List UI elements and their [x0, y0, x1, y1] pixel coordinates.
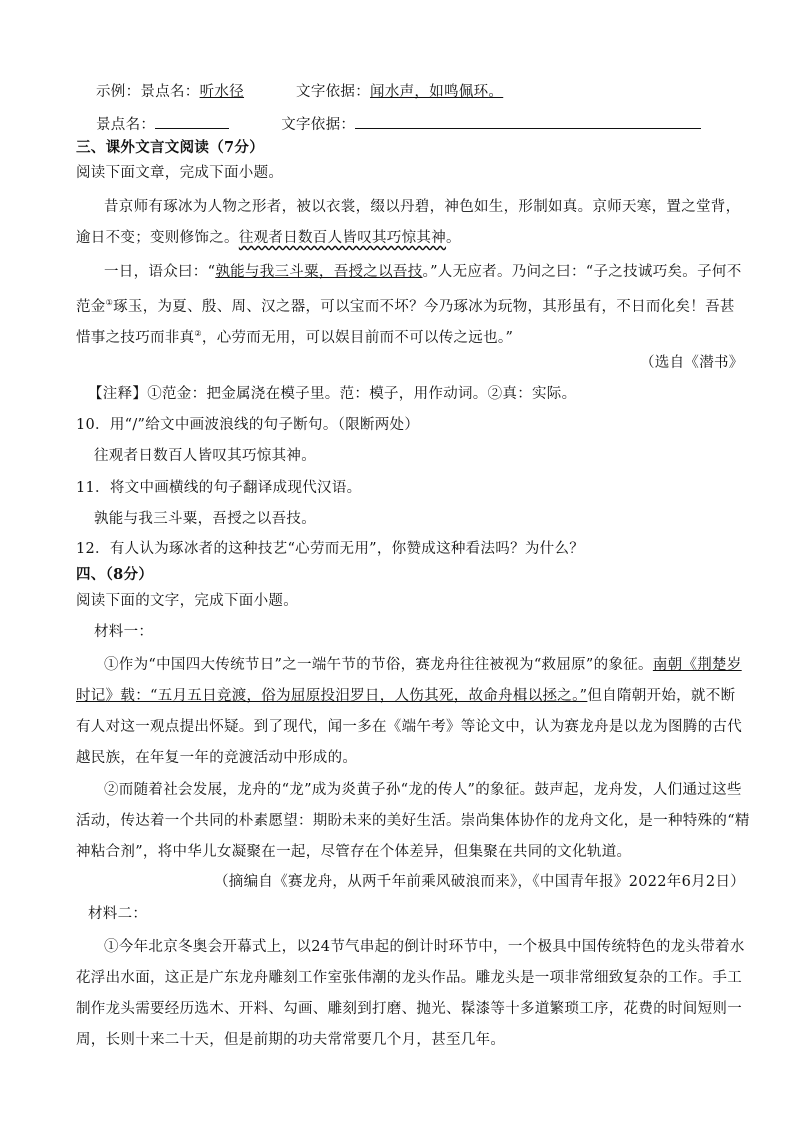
underlined-sentence: 孰能与我三斗粟，吾授之以吾技	[215, 264, 423, 280]
m2-p1-line3: 制作龙头需要经历选木、开料、勾画、雕刻到打磨、抛光、髹漆等十多道繁琐工序，花费的时间短则一	[76, 1001, 742, 1017]
passage-source: （选自《潜书》	[640, 355, 744, 371]
example-prefix: 示例：景点名：	[96, 84, 200, 100]
passage-text: 范金	[76, 299, 106, 315]
example-basis-label: 文字依据：	[296, 84, 371, 100]
section3-instruction: 阅读下面文章，完成下面小题。	[76, 165, 284, 181]
spot-blank[interactable]	[155, 114, 229, 129]
m2-p1-line1: ①今年北京冬奥会开幕式上，以24节气串起的倒计时环节中，一个极具中国传统特色的龙头带着水	[104, 939, 745, 955]
m1-p2-line1: ②而随着社会发展，龙舟的“龙”成为炎黄子孙“龙的传人”的象征。鼓声起，龙舟发，人们通过这些	[104, 782, 742, 798]
m1-p2-line3: 神粘合剂”，将中华儿女凝聚在一起，尽管存在个体差异，但集聚在共同的文化轨道。	[76, 844, 632, 860]
passage-text: 。”人无应者。乃问之曰：“子之技诚巧矣。子何不	[422, 264, 742, 280]
m1-p1-line3: 有人对这一观点提出怀疑。到了现代，闻一多在《端午考》等论文中，认为赛龙舟是以龙为图腾的古代	[76, 719, 742, 735]
m2-p1-line2: 花浮出水面，这正是广东龙舟雕刻工作室张伟潮的龙头作品。雕龙头是一项非常细致复杂的工作。手工	[76, 970, 742, 986]
example-spot: 听水径	[199, 84, 245, 100]
m1-p1-line2	[76, 686, 735, 706]
passage-text: 惜事之技巧而非真	[76, 330, 195, 346]
question-10-text: 往观者日数百人皆叹其巧惊其神。	[94, 448, 316, 464]
question-10: 10．用“/”给文中画波浪线的句子断句。（限断两处）	[76, 417, 420, 433]
section3-heading: 三、课外文言文阅读（7分）	[76, 139, 264, 156]
note-mark-2: ②	[194, 329, 202, 338]
passage-text: 。	[446, 230, 461, 246]
example-line	[96, 82, 503, 102]
spot-label: 景点名：	[96, 117, 156, 133]
underlined-quote: 南朝《荆楚岁	[652, 657, 742, 673]
m1-p1-line4: 越民族，在年复一年的竞渡活动中形成的。	[76, 750, 358, 766]
question-11: 11．将文中画横线的句子翻译成现代汉语。	[76, 480, 362, 496]
passage-text: 逾日不变；变则修饰之。	[76, 230, 239, 246]
m1-p1-line1	[104, 655, 742, 675]
passage-text: 一日，语众曰：“	[104, 264, 216, 280]
example-basis: 闻水声，如鸣佩环。	[370, 84, 504, 100]
question-11-text: 孰能与我三斗粟，吾授之以吾技。	[94, 511, 316, 527]
question-12: 12．有人认为琢冰者的这种技艺“心劳而无用”，你赞成这种看法吗？为什么？	[76, 541, 585, 557]
section4-instruction: 阅读下面的文字，完成下面小题。	[76, 593, 298, 609]
material1-source: （摘编自《赛龙舟，从两千年前乘风破浪而来》，《中国青年报》2022年6月2日）	[214, 874, 746, 890]
basis-blank[interactable]	[355, 114, 701, 129]
annotation-note: 【注释】①范金：把金属浇在模子里。范：模子，用作动词。②真：实际。	[88, 386, 577, 402]
m1-p2-line2: 活动，传达着一个共同的朴素愿望：期盼未来的美好生活。崇尚集体协作的龙舟文化，是一种特殊的“精	[76, 813, 750, 829]
material-text: 但自隋朝开始，就不断	[587, 688, 736, 704]
answer-line	[96, 114, 701, 135]
passage-p2-line2	[76, 293, 735, 317]
passage-p1-line1: 昔京师有琢冰为人物之形者，被以衣裳，缀以丹碧，神色如生，形制如真。京师天寒，置之堂背，	[104, 199, 741, 215]
passage-text: 琢玉，为夏、殷、周、汉之器，可以宝而不坏？今乃琢冰为玩物，其形虽有，不日而化矣！吾甚	[113, 299, 735, 315]
material1-label: 材料一：	[94, 624, 154, 640]
wavy-sentence: 往观者日数百人皆叹其巧惊其神	[238, 230, 447, 246]
passage-p2-line3	[76, 324, 513, 348]
basis-label: 文字依据：	[281, 117, 356, 133]
passage-p2-line1	[104, 262, 742, 282]
material2-label: 材料二：	[88, 906, 148, 922]
passage-p1-line2	[76, 228, 461, 248]
passage-text: ，心劳而无用，可以娱目前而不可以传之远也。”	[201, 330, 514, 346]
underlined-quote: 时记》载：“五月五日竞渡，俗为屈原投汨罗日，人伤其死，故命舟楫以拯之。”	[76, 688, 588, 704]
material-text: ①作为“中国四大传统节日”之一端午节的节俗，赛龙舟往往被视为“救屈原”的象征。	[104, 657, 653, 673]
m2-p1-line4: 周，长则十来二十天，但是前期的功夫常常要几个月，甚至几年。	[76, 1032, 506, 1048]
section4-heading: 四、（8分）	[76, 566, 154, 583]
note-mark-1: ①	[105, 298, 114, 307]
